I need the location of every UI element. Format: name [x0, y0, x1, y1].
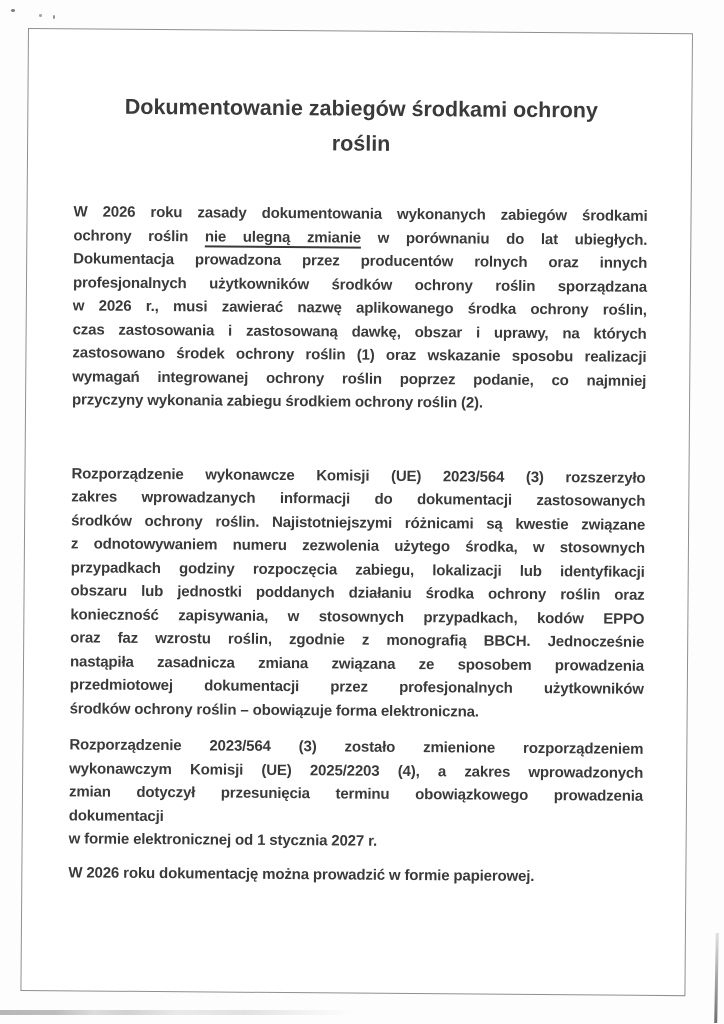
document-title-line-1: Dokumentowanie zabiegów środkami ochrony: [124, 94, 599, 123]
text-line: Rozporządzenie wykonawcze Komisji (UE) 2023/564 (3) rozszerzyło: [71, 464, 646, 487]
paragraph-documentation-rules-2026: [72, 200, 648, 416]
page-content: [68, 29, 649, 888]
paragraph-regulation-amendment-2025-2203: [69, 733, 644, 855]
document-title-line-2: roślin: [331, 131, 391, 156]
text-line: obszaru lub jednostki poddanych działaniu środka ochrony roślin oraz: [70, 582, 645, 604]
text-line: w formie elektronicznej od 1 stycznia 2027 r.: [68, 830, 378, 850]
underlined-text: nie ulegną zmianie: [204, 227, 362, 247]
text-line: zastosowano środek ochrony roślin (1) oraz wskazanie sposobu realizacji: [72, 344, 647, 366]
paragraph-paper-form-note: [68, 861, 642, 889]
scan-edge-mark: [714, 933, 718, 1023]
text-line: konieczność zapisywania, w stosownych przypadkach, kodów EPPO: [70, 605, 645, 628]
text-line: wymagań integrowanej ochrony roślin poprzez podanie, co najmniej: [72, 367, 647, 390]
text-line: Dokumentacja prowadzona przez producentów rolnych oraz innych: [73, 250, 648, 272]
text-line: czas zastosowania i zastosowaną dawkę, obszar i uprawy, na których: [72, 320, 647, 343]
text-line: środków ochrony roślin. Najistotniejszymi różnicami są kwestie związane: [71, 511, 646, 534]
text-line: dokumentacji: [68, 806, 164, 825]
text-line: Rozporządzenie 2023/564 (3) zostało zmienione rozporządzeniem: [69, 736, 644, 758]
text-line: przypadkach godziny rozpoczęcia zabiegu, lokalizacji lub identyfikacji: [70, 558, 645, 581]
text-line: środków ochrony roślin – obowiązuje forma elektroniczna.: [69, 699, 479, 721]
text-line: oraz faz wzrostu roślin, zgodnie z monografią BBCH. Jednocześnie: [70, 629, 645, 651]
text-line: ochrony roślin nie ulegną zmianie w porównaniu do lat ubiegłych.: [73, 226, 648, 249]
scan-artifact-speck: [39, 14, 42, 17]
text-line: W 2026 roku dokumentację można prowadzić w formie papierowej.: [68, 863, 535, 885]
text-line: zmian dotyczył przesunięcia terminu obowiązkowego prowadzenia: [68, 783, 644, 805]
scan-artifact-speck: [11, 9, 15, 12]
text-line: przyczyny wykonania zabiegu środkiem ochrony roślin (2).: [72, 391, 484, 412]
text-line: profesjonalnych użytkowników środków ochrony roślin sporządzana: [72, 273, 648, 296]
text-line: W 2026 roku zasady dokumentowania wykonanych zabiegów środkami: [73, 203, 648, 225]
scan-artifact-speck: [53, 15, 55, 19]
paragraph-regulation-2023-564: [70, 462, 646, 725]
text-line: z odnotowywaniem numeru zezwolenia użytego środka, w stosownych: [70, 535, 645, 557]
page-sheet: [20, 28, 693, 996]
scan-smudge-bottom: [0, 1010, 470, 1015]
document-title: [74, 89, 649, 164]
text-line: wykonawczym Komisji (UE) 2025/2203 (4), a zakres wprowadzonych: [69, 759, 644, 782]
text-line: w 2026 r., musi zawierać nazwę aplikowanego środka ochrony roślin,: [72, 297, 647, 319]
text-line: nastąpiła zasadnicza zmiana związana ze sposobem prowadzenia: [69, 652, 645, 675]
text-line: zakres wprowadzanych informacji do dokumentacji zastosowanych: [71, 488, 646, 510]
text-line: przedmiotowej dokumentacji przez profesjonalnych użytkowników: [69, 676, 644, 698]
